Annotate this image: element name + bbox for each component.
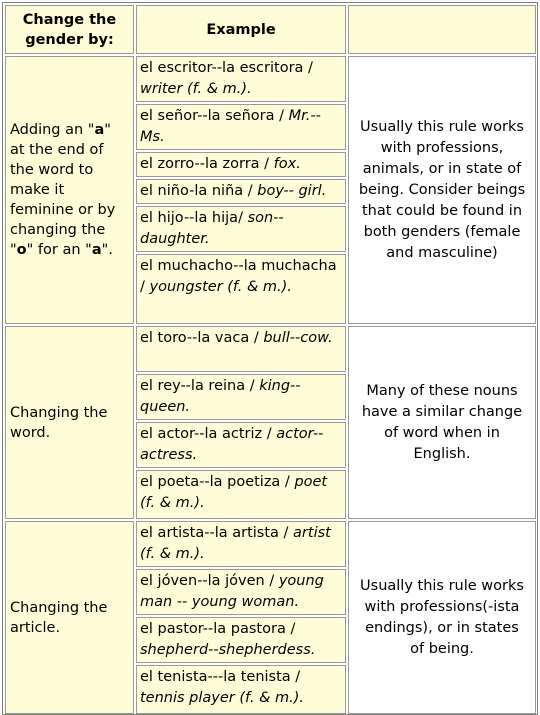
example-cell: el jóven--la jóven / young man -- young woman. <box>136 569 346 615</box>
example-cell: el poeta--la poetiza / poet (f. & m.). <box>136 470 346 519</box>
example-cell: el tenista---la tenista / tennis player (f. & m.). <box>136 665 346 714</box>
rule-changing-word <box>5 326 134 519</box>
header-example-text: Example <box>206 21 276 38</box>
header-change-gender <box>5 5 134 54</box>
example-cell: el rey--la reina / king--queen. <box>136 374 346 420</box>
example-cell: el escritor--la escritora / writer (f. & m.). <box>136 56 346 102</box>
example-cell: el zorro--la zorra / fox. <box>136 152 346 177</box>
note-adding-a-text: Usually this rule works with professions, animals, or in state of being. Consider beings that could be found in both genders (female and masculine) <box>358 118 526 261</box>
rule-changing-article-text: Changing the article. <box>10 599 108 636</box>
note-adding-a <box>348 56 536 324</box>
rule-changing-article <box>5 521 134 714</box>
rule-changing-word-text: Changing the word. <box>10 404 108 441</box>
example-cell: el actor--la actriz / actor-- actress. <box>136 422 346 468</box>
note-changing-word-text: Many of these nouns have a similar change of word when in English. <box>361 382 523 462</box>
example-cell: el hijo--la hija/ son--daughter. <box>136 206 346 252</box>
rule-adding-a <box>5 56 134 324</box>
header-change-gender-text: Change the gender by: <box>22 11 117 48</box>
example-cell: el toro--la vaca / bull--cow. <box>136 326 346 372</box>
header-blank <box>348 5 536 54</box>
note-changing-word <box>348 326 536 519</box>
gender-rules-table <box>2 2 538 715</box>
note-changing-article-text: Usually this rule works with professions(-ista endings), or in states of being. <box>360 577 524 657</box>
example-cell: el muchacho--la muchacha / youngster (f. & m.). <box>136 254 346 324</box>
header-example <box>136 5 346 54</box>
example-cell: el artista--la artista / artist (f. & m.). <box>136 521 346 567</box>
example-cell: el señor--la señora / Mr.--Ms. <box>136 104 346 150</box>
rule-adding-a-text: Adding an "a" at the end of the word to make it feminine or by changing the "o" for an "a". <box>10 122 116 258</box>
example-cell: el niño-la niña / boy-- girl. <box>136 179 346 204</box>
note-changing-article <box>348 521 536 714</box>
example-cell: el pastor--la pastora / shepherd--shepherdess. <box>136 617 346 663</box>
